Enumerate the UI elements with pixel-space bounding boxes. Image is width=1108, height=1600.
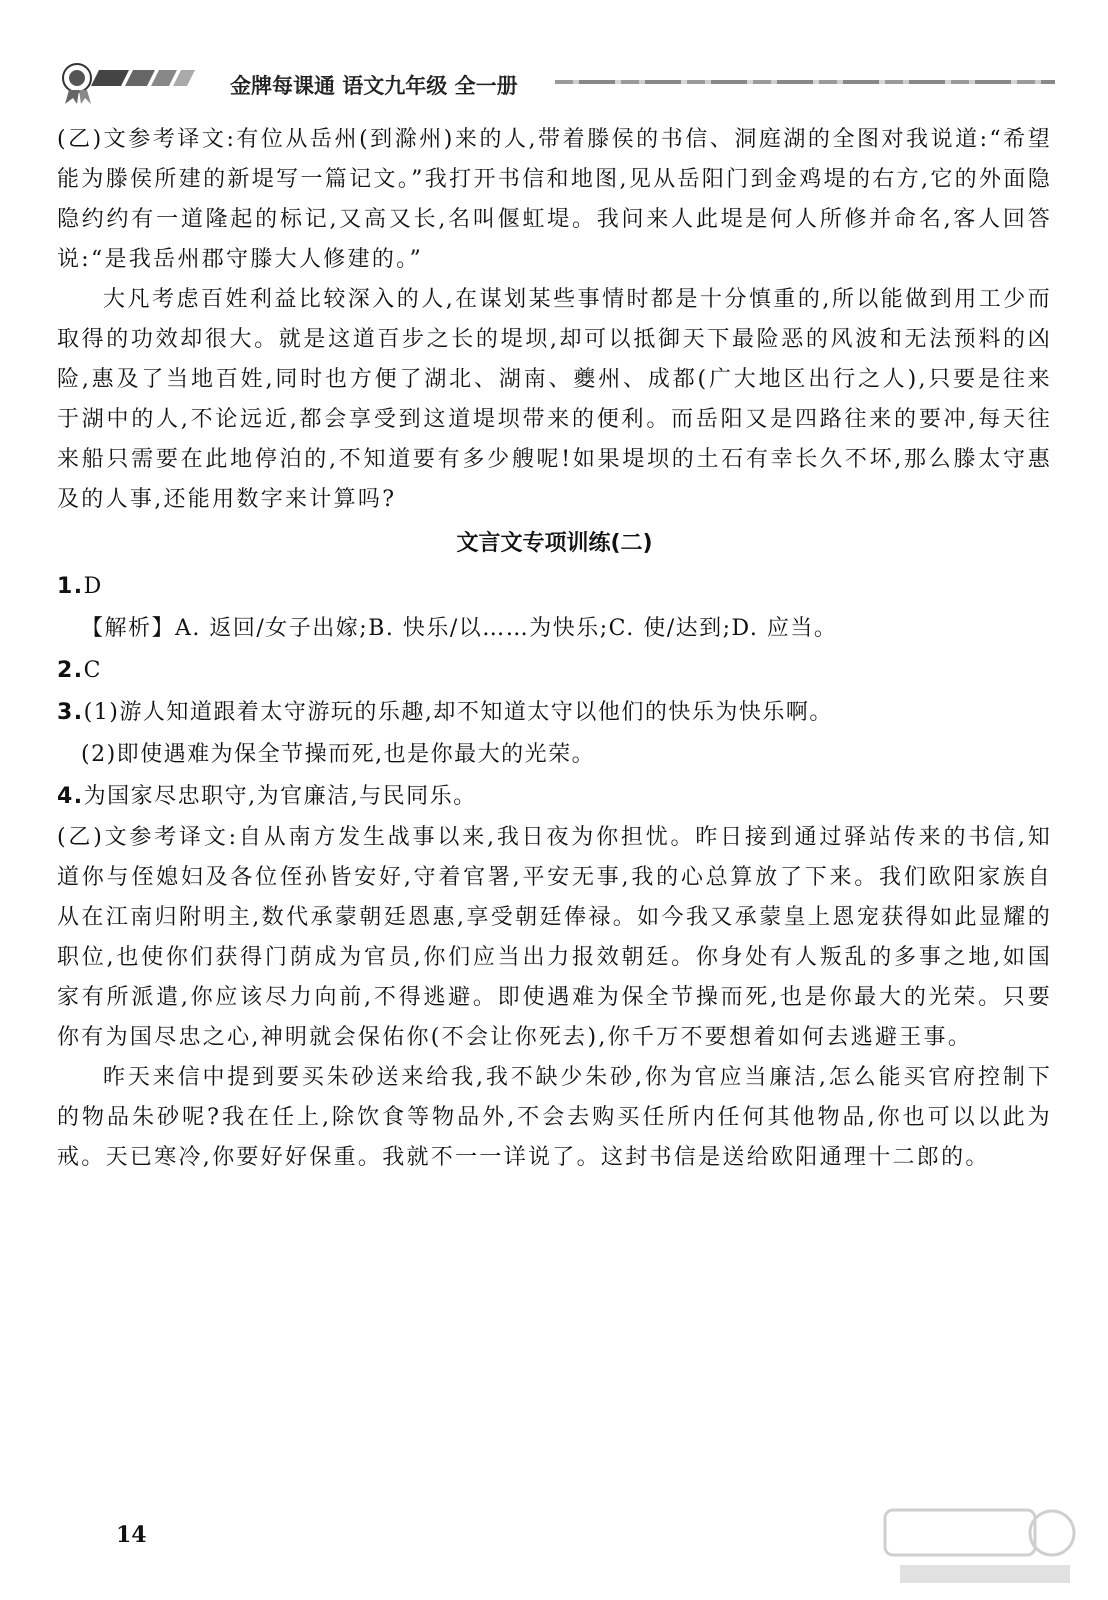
- passage1-paragraph-1: (乙)文参考译文:有位从岳州(到滁州)来的人,带着滕侯的书信、洞庭湖的全图对我说道:“希望能为滕侯所建的新堤写一篇记文。”我打开书信和地图,见从岳阳门到金鸡堤的右方,它的外面隐隐约约有一道隆起的标记,又高又长,名叫偃虹堤。我问来人此堤是何人所修并命名,客人回答说:“是我岳州郡守滕大人修建的。”: [57, 127, 1052, 272]
- answer-2: [57, 650, 1052, 692]
- page-number: 14: [116, 1522, 147, 1548]
- answer-1-text: D: [83, 574, 103, 599]
- answer-4-number: 4.: [57, 784, 84, 809]
- passage1-paragraph-2: 大凡考虑百姓利益比较深入的人,在谋划某些事情时都是十分慎重的,所以能做到用工少而取得的功效却很大。就是这道百步之长的堤坝,却可以抵御天下最险恶的风波和无法预料的凶险,惠及了当地百姓,同时也方便了湖北、湖南、夔州、成都(广大地区出行之人),只要是往来于湖中的人,不论远近,都会享受到这道堤坝带来的便利。而岳阳又是四路往来的要冲,每天往来船只需要在此地停泊的,不知道要有多少艘呢!如果堤坝的土石有幸长久不坏,那么滕太守惠及的人事,还能用数字来计算吗?: [57, 287, 1052, 512]
- answer-4: [57, 776, 1052, 818]
- answer-2-text: C: [83, 658, 103, 683]
- answer-3: [57, 692, 1052, 734]
- passage2-paragraph-1: (乙)文参考译文:自从南方发生战事以来,我日夜为你担忧。昨日接到通过驿站传来的书信,知道你与侄媳妇及各位侄孙皆安好,守着官署,平安无事,我的心总算放了下来。我们欧阳家族自从在江南归附明主,数代承蒙朝廷恩惠,享受朝廷俸禄。如今我又承蒙皇上恩宠获得如此显耀的职位,也使你们获得门荫成为官员,你们应当出力报效朝廷。你身处有人叛乱的多事之地,如国家有所派遣,你应该尽力向前,不得逃避。即使遇难为保全节操而死,也是你最大的光荣。只要你有为国尽忠之心,神明就会保佑你(不会让你死去),你千万不要想着如何去逃避王事。: [57, 825, 1052, 1050]
- header-title: 金牌每课通 语文九年级 全一册: [230, 74, 518, 98]
- answer-2-number: 2.: [57, 658, 84, 683]
- answer-3-number: 3.: [57, 700, 84, 725]
- watermark-logo-icon: [880, 1505, 1080, 1590]
- answer-1: [57, 566, 1052, 608]
- page-header: [55, 58, 1055, 106]
- section-title: 文言文专项训练(二): [456, 531, 653, 556]
- passage2-paragraph-2: 昨天来信中提到要买朱砂送来给我,我不缺少朱砂,你为官应当廉洁,怎么能买官府控制下的物品朱砂呢?我在任上,除饮食等物品外,不会去购买任所内任何其他物品,你也可以以此为戒。天已寒冷,你要好好保重。我就不一一详说了。这封书信是送给欧阳通理十二郎的。: [57, 1065, 1052, 1170]
- answer-3-part-2: (2)即使遇难为保全节操而死,也是你最大的光荣。: [81, 742, 596, 767]
- series-logo-icon: [55, 60, 215, 106]
- answer-1-number: 1.: [57, 574, 84, 599]
- header-divider: [555, 80, 1055, 84]
- answer-4-text: 为国家尽忠职守,为官廉洁,与民同乐。: [83, 784, 477, 809]
- answer-1-analysis: 【解析】A. 返回/女子出嫁;B. 快乐/以……为快乐;C. 使/达到;D. 应当。: [81, 616, 838, 641]
- page-content: [57, 120, 1052, 1178]
- answer-3-text: (1)游人知道跟着太守游玩的乐趣,却不知道太守以他们的快乐为快乐啊。: [83, 700, 833, 725]
